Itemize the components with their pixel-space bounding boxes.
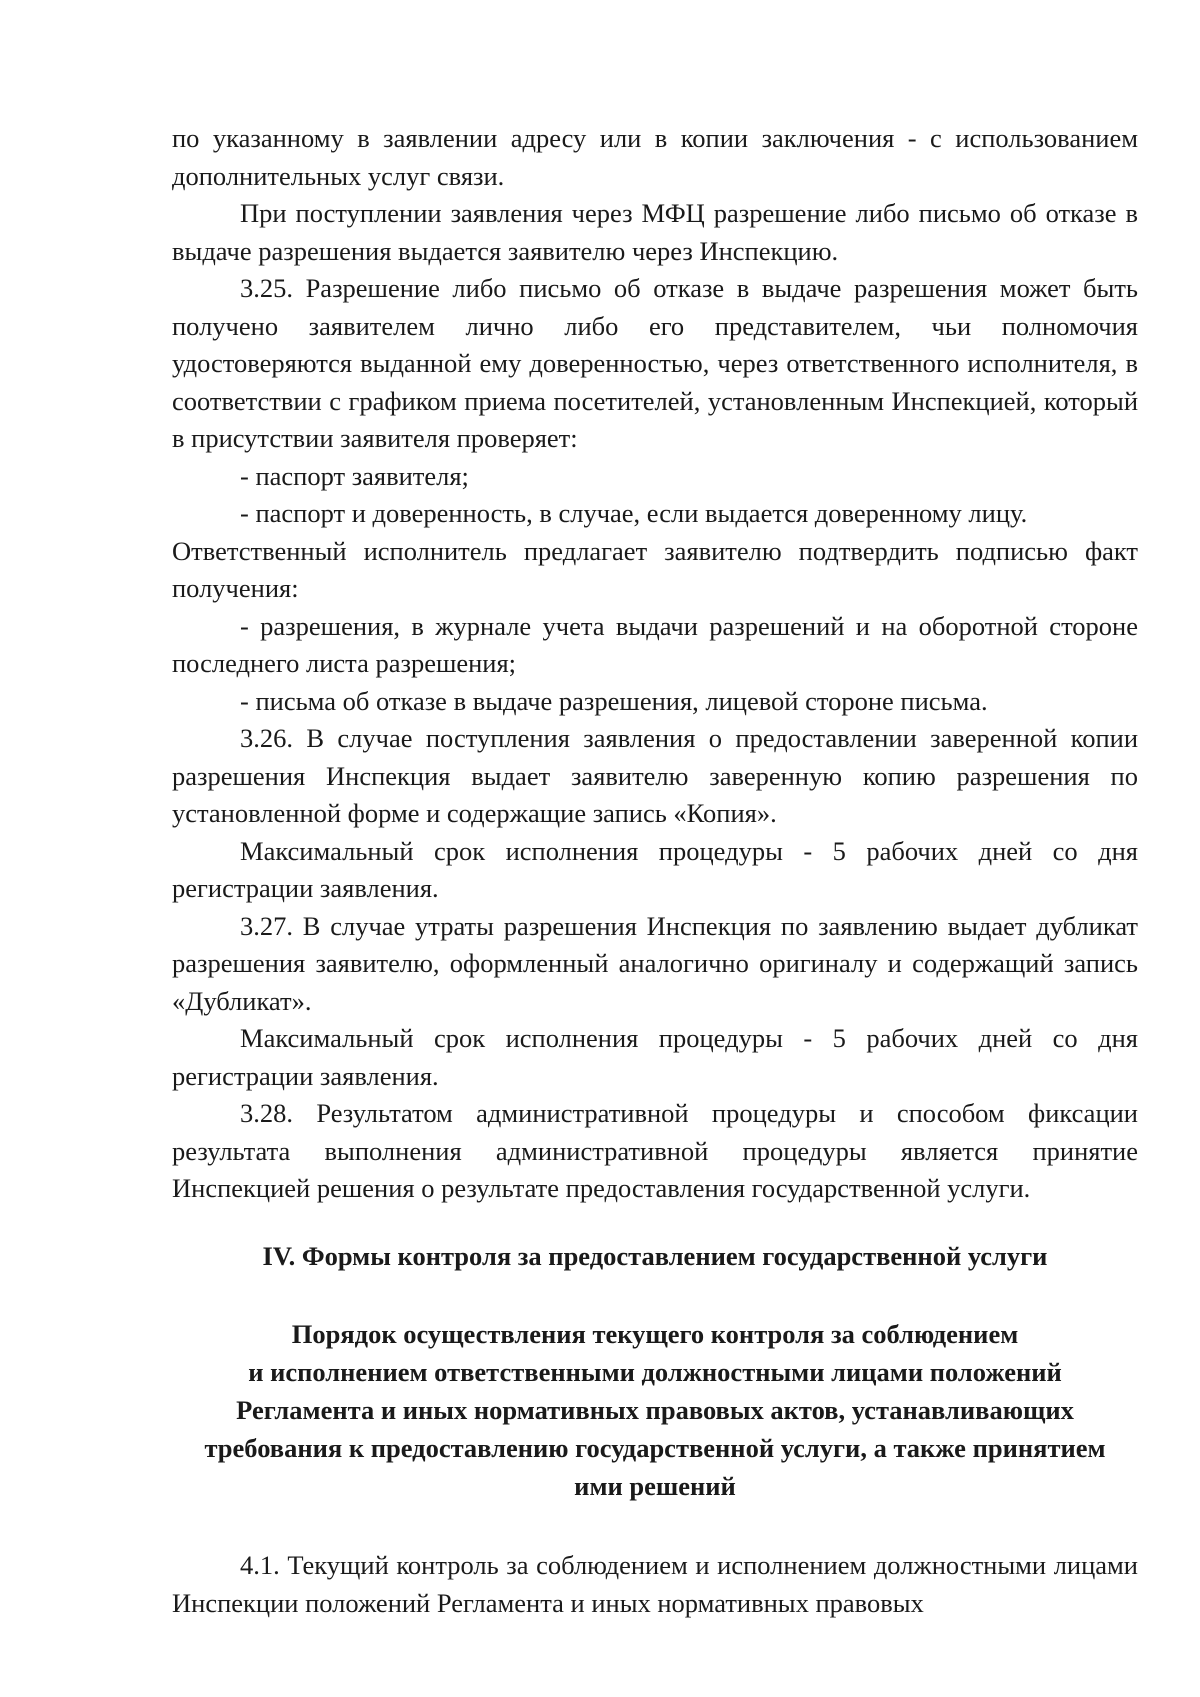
paragraph-4-1: 4.1. Текущий контроль за соблюдением и исполнением должностными лицами Инспекции положений Регламента и иных нормативных правовых [172,1550,1138,1618]
subsection-heading-line: и исполнением ответственными должностными лицами положений [248,1357,1062,1387]
paragraph-3-25: 3.25. Разрешение либо письмо об отказе в выдаче разрешения может быть получено заявителем лично либо его представителем, чьи полномочия удостоверяются выданной ему доверенностью, через ответственного исполнителя, в соответствии с графиком приема посетителей, установленным Инспекцией, который в присутствии заявителя проверяет: [172,273,1138,453]
document-page [172,120,1138,1622]
paragraph-deadline-copy: Максимальный срок исполнения процедуры - 5 рабочих дней со дня регистрации заявления. [172,835,1138,903]
paragraph-3-27: 3.27. В случае утраты разрешения Инспекция по заявлению выдает дубликат разрешения заявителю, оформленный аналогично оригиналу и содержащий запись «Дубликат». [172,910,1138,1016]
paragraph-delivery-address: по указанному в заявлении адресу или в копии заключения - с использованием дополнительных услуг связи. [172,123,1138,191]
list-item-passport: - паспорт заявителя; [240,460,469,491]
section-heading-iv: IV. Формы контроля за предоставлением государственной услуги [262,1240,1048,1271]
paragraph-deadline-duplicate: Максимальный срок исполнения процедуры - 5 рабочих дней со дня регистрации заявления. [172,1023,1138,1091]
list-item-passport-proxy: - паспорт и доверенность, в случае, если выдается доверенному лицу. [240,498,1028,528]
list-item-refusal-letter: - письма об отказе в выдаче разрешения, лицевой стороне письма. [240,685,988,716]
paragraph-3-26: 3.26. В случае поступления заявления о предоставлении заверенной копии разрешения Инспекция выдает заявителю заверенную копию разрешения по установленной форме и содержащие запись «Копия». [172,723,1138,828]
subsection-heading-line: ими решений [574,1471,736,1501]
subsection-heading [172,1315,1138,1505]
subsection-heading-line: требования к предоставлению государственной услуги, а также принятием [204,1433,1106,1463]
subsection-heading-line: Регламента и иных нормативных правовых актов, устанавливающих [236,1395,1074,1425]
subsection-heading-line: Порядок осуществления текущего контроля за соблюдением [291,1319,1019,1349]
paragraph-signature-confirmation: Ответственный исполнитель предлагает заявителю подтвердить подписью факт получения: [172,535,1138,603]
paragraph-mfc-delivery: При поступлении заявления через МФЦ разрешение либо письмо об отказе в выдаче разрешения выдается заявителю через Инспекцию. [172,198,1138,266]
paragraph-3-28: 3.28. Результатом административной процедуры и способом фиксации результата выполнения административной процедуры является принятие Инспекцией решения о результате предоставления государственной услуги. [172,1098,1138,1203]
list-item-permit-journal: - разрешения, в журнале учета выдачи разрешений и на оборотной стороне последнего листа разрешения; [172,610,1138,678]
